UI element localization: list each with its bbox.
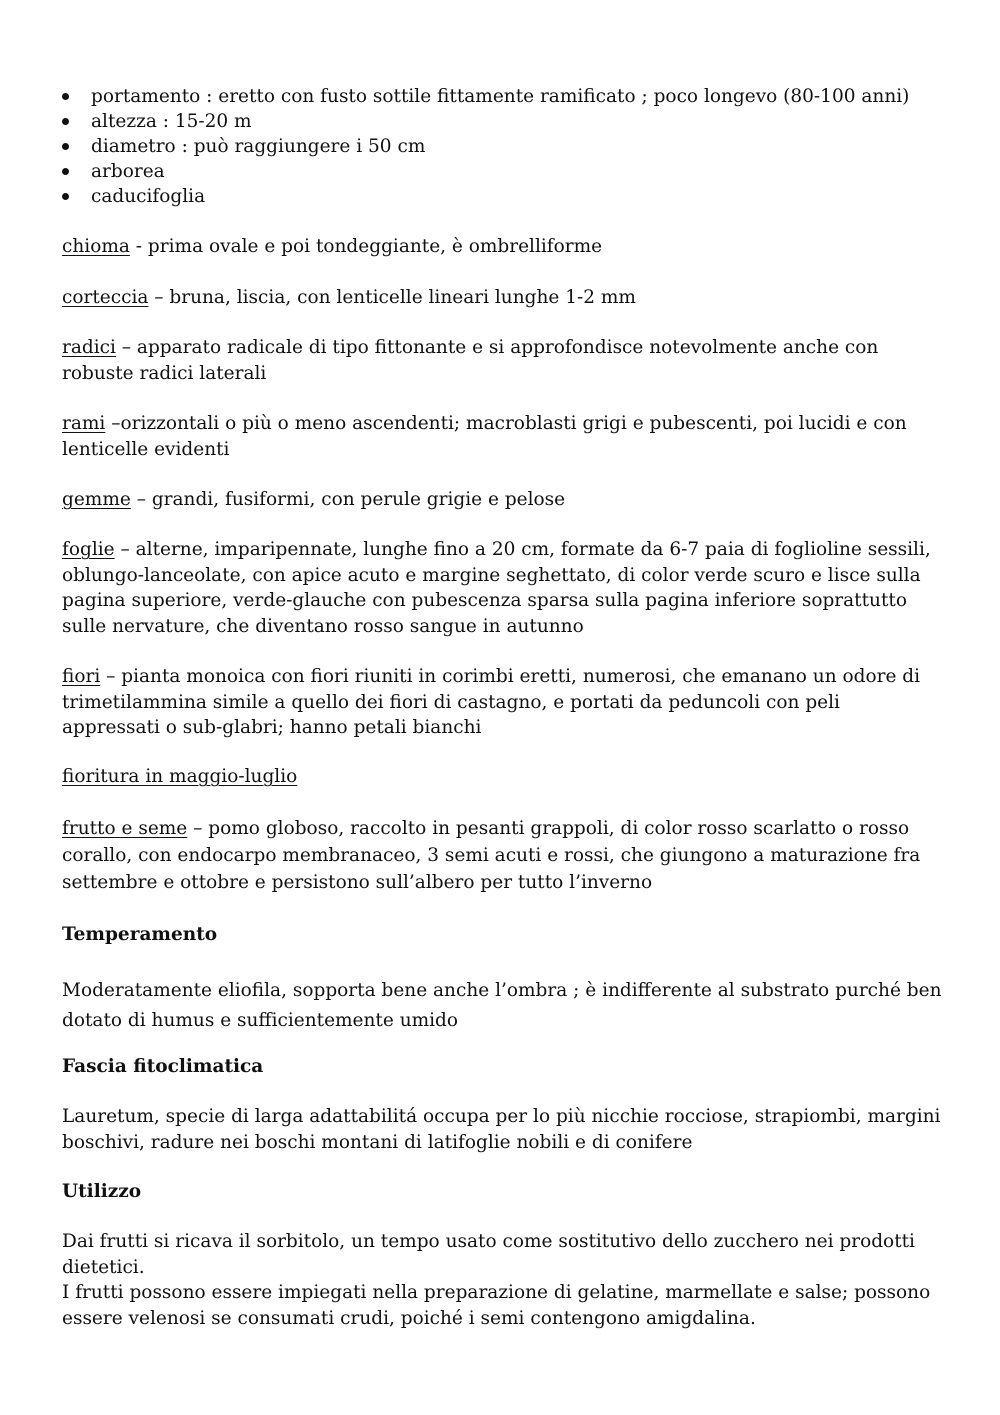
utilizzo-heading: Utilizzo <box>62 1181 142 1202</box>
temperamento-heading: Temperamento <box>62 924 218 945</box>
trait-text: arborea <box>91 161 165 182</box>
gemme-term: gemme <box>62 489 131 510</box>
radici-paragraph <box>62 335 942 386</box>
list-item <box>62 84 909 109</box>
fiori-term: fiori <box>62 666 101 687</box>
chioma-paragraph <box>62 234 942 260</box>
rami-text: –orizzontali o più o meno ascendenti; macroblasti grigi e pubescenti, poi lucidi e con lenticelle evidenti <box>62 413 907 460</box>
fioritura-term: fioritura in maggio-luglio <box>62 766 298 787</box>
radici-term: radici <box>62 337 116 358</box>
corteccia-text: – bruna, liscia, con lenticelle lineari lunghe 1-2 mm <box>148 287 636 308</box>
rami-term: rami <box>62 413 106 434</box>
trait-text: portamento : eretto con fusto sottile fittamente ramificato ; poco longevo (80-100 anni) <box>91 86 910 107</box>
bullet-icon <box>62 168 69 175</box>
fascia-heading: Fascia fitoclimatica <box>62 1056 264 1077</box>
utilizzo-text-1: Dai frutti si ricava il sorbitolo, un tempo usato come sostitutivo dello zucchero nei prodotti dietetici. <box>62 1231 915 1278</box>
chioma-text: - prima ovale e poi tondeggiante, è ombrelliforme <box>129 236 603 257</box>
frutto-term: frutto e seme <box>62 818 188 839</box>
fascia-text: Lauretum, specie di larga adattabilitá occupa per lo più nicchie rocciose, strapiombi, margini boschivi, radure nei boschi montani di latifoglie nobili e di conifere <box>62 1106 941 1153</box>
fioritura-paragraph <box>62 764 942 790</box>
frutto-paragraph <box>62 815 942 896</box>
bullet-icon <box>62 118 69 125</box>
bullet-icon <box>62 143 69 150</box>
frutto-text: – pomo globoso, raccolto in pesanti grappoli, di color rosso scarlatto o rosso corallo, con endocarpo membranaceo, 3 semi acuti e rossi, che giungono a maturazione fra settembre e ottobre e persistono sull’albero per tutto l’inverno <box>62 818 921 893</box>
foglie-paragraph <box>62 537 942 639</box>
list-item <box>62 159 909 184</box>
rami-paragraph <box>62 411 942 462</box>
list-item <box>62 109 909 134</box>
temperamento-text: Moderatamente eliofila, sopporta bene anche l’ombra ; è indifferente al substrato purché ben dotato di humus e sufficientemente umido <box>62 980 942 1031</box>
chioma-term: chioma <box>62 236 130 257</box>
list-item <box>62 134 909 159</box>
radici-text: – apparato radicale di tipo fittonante e si approfondisce notevolmente anche con robuste radici laterali <box>62 337 879 384</box>
foglie-term: foglie <box>62 539 115 560</box>
utilizzo-text-2: I frutti possono essere impiegati nella preparazione di gelatine, marmellate e salse; possono essere velenosi se consumati crudi, poiché i semi contengono amigdalina. <box>62 1282 931 1329</box>
trait-text: diametro : può raggiungere i 50 cm <box>91 136 426 157</box>
bullet-icon <box>62 193 69 200</box>
corteccia-term: corteccia <box>62 287 149 308</box>
foglie-text: – alterne, imparipennate, lunghe fino a 20 cm, formate da 6-7 paia di foglioline sessili, oblungo-lanceolate, con apice acuto e margine seghettato, di color verde scuro e lisce sulla pagina superiore, verde-glauche con pubescenza sparsa sulla pagina inferiore soprattutto sulle nervature, che diventano rosso sangue in autunno <box>62 539 931 637</box>
corteccia-paragraph <box>62 285 942 311</box>
fiori-text: – pianta monoica con fiori riuniti in corimbi eretti, numerosi, che emanano un odore di trimetilammina simile a quello dei fiori di castagno, e portati da peduncoli con peli appressati o sub-glabri; hanno petali bianchi <box>62 666 921 738</box>
fiori-paragraph <box>62 664 942 741</box>
bullet-icon <box>62 93 69 100</box>
trait-text: caducifoglia <box>91 186 206 207</box>
trait-text: altezza : 15-20 m <box>91 111 252 132</box>
list-item <box>62 184 909 209</box>
traits-list <box>62 84 909 209</box>
gemme-paragraph <box>62 487 942 513</box>
gemme-text: – grandi, fusiformi, con perule grigie e pelose <box>130 489 566 510</box>
